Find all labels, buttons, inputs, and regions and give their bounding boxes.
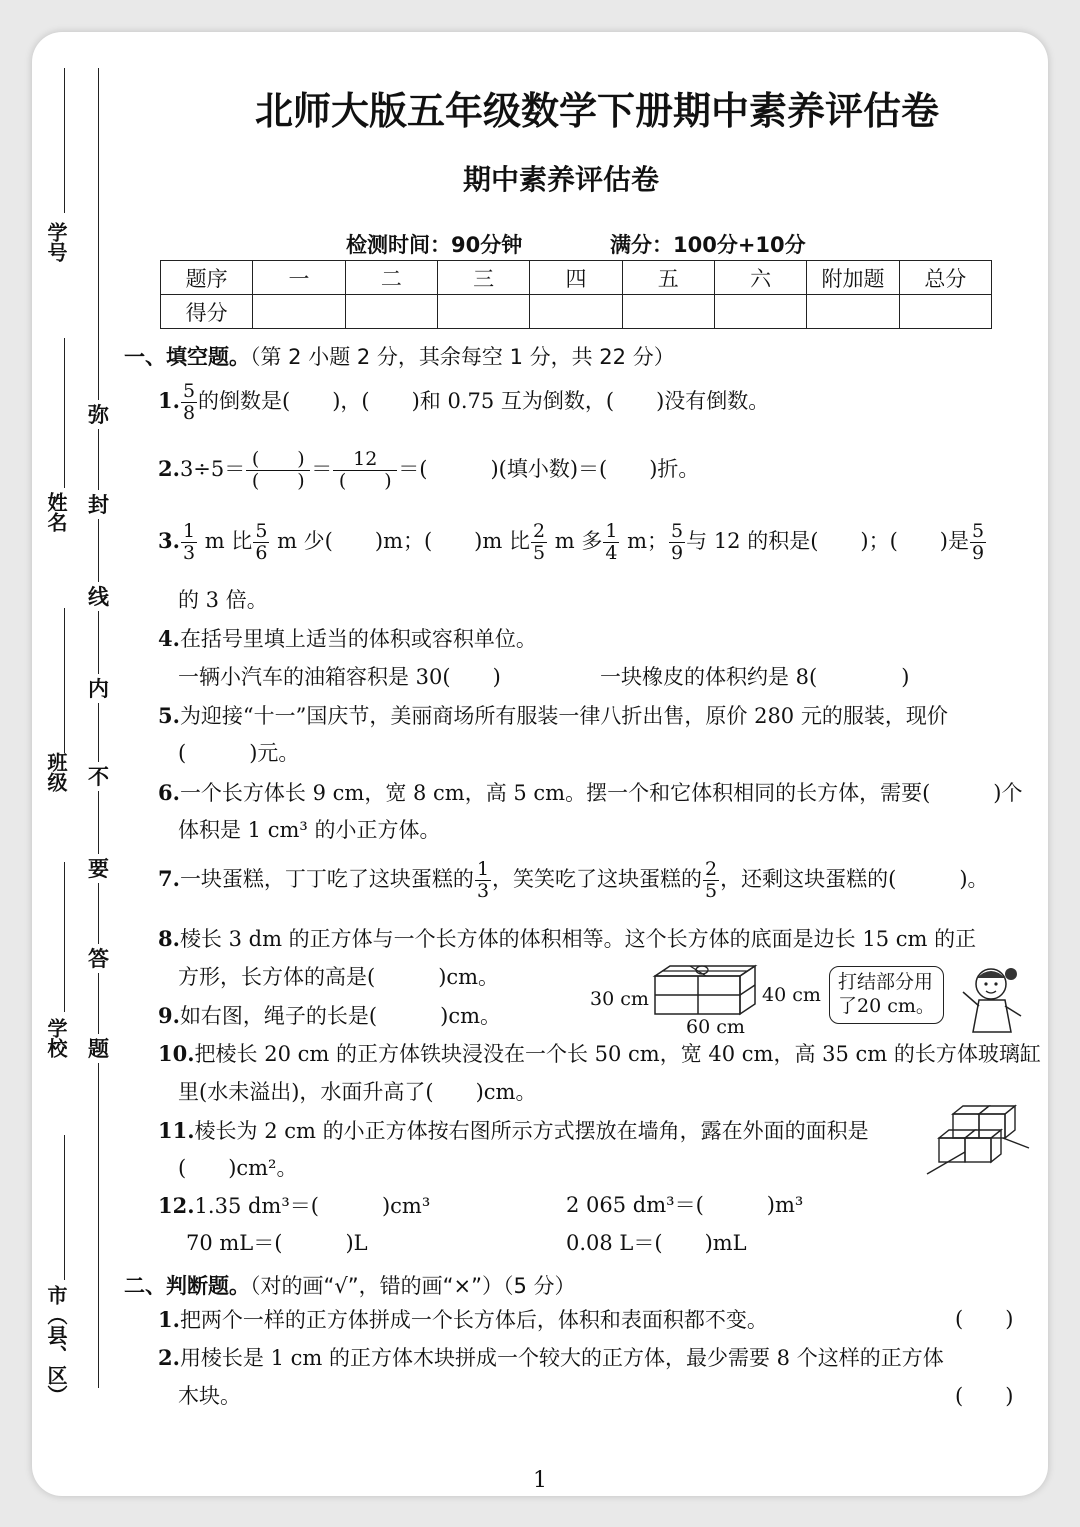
- question-1-5-line2: ( )元。: [178, 741, 300, 765]
- question-text: m 比: [204, 529, 253, 553]
- question-text: 把棱长 20 cm 的正方体铁块浸没在一个长 50 cm，宽 40 cm，高 35 cm 的长方体玻璃缸: [194, 1042, 1041, 1066]
- question-number: 1.: [158, 388, 180, 413]
- section-2-note: （对的画“√”，错的画“×”）（5 分）: [250, 1274, 576, 1298]
- denominator: 4: [605, 542, 618, 564]
- question-number: 1.: [158, 1307, 180, 1332]
- fraction: [475, 860, 491, 901]
- girl-figure-icon: [955, 962, 1031, 1034]
- denominator: 8: [182, 402, 196, 424]
- fraction: [970, 522, 986, 563]
- question-text: 棱长为 2 cm 的小正方体按右图所示方式摆放在墙角，露在外面的面积是: [194, 1119, 869, 1143]
- score-cell[interactable]: [807, 295, 899, 329]
- exam-duration: 检测时间：90分钟: [346, 233, 523, 257]
- section-2-heading: [124, 1270, 576, 1300]
- fraction: [531, 522, 547, 563]
- denominator: 6: [255, 542, 268, 564]
- question-1-4-b: 一块橡皮的体积约是 8( ): [600, 665, 910, 689]
- blank-fraction[interactable]: $\frac{12}{( )}$: [333, 450, 397, 491]
- question-text: 1.35 dm³＝( )cm³: [194, 1194, 431, 1218]
- question-1-2: [158, 450, 699, 491]
- judge-question-2: [158, 1347, 944, 1369]
- denominator: 3: [476, 880, 490, 902]
- question-number: 5.: [158, 703, 180, 728]
- fraction: [253, 522, 269, 563]
- score-table-header-cell: 三: [437, 261, 529, 295]
- question-number: 12.: [158, 1193, 195, 1218]
- question-1-6-line2: 体积是 1 cm³ 的小正方体。: [178, 818, 441, 842]
- question-number: 4.: [158, 626, 180, 651]
- question-1-10: [158, 1043, 1041, 1065]
- score-cell[interactable]: [345, 295, 437, 329]
- question-1-1: [158, 382, 769, 423]
- denominator: 9: [971, 542, 985, 564]
- blank-fraction[interactable]: $\frac{( )}{( )}$: [246, 450, 310, 491]
- numerator: 2: [705, 858, 718, 880]
- question-text: m 少( )m；( )m 比: [277, 529, 530, 553]
- seal-char: 封: [88, 492, 109, 517]
- question-1-12-a: [158, 1195, 430, 1217]
- question-text: 在括号里填上适当的体积或容积单位。: [179, 627, 537, 651]
- score-table: [160, 260, 992, 329]
- numerator: 2: [532, 520, 546, 542]
- question-text: 把两个一样的正方体拼成一个长方体后，体积和表面积都不变。: [179, 1308, 768, 1332]
- score-table-header-cell: 六: [714, 261, 806, 295]
- question-1-11-line2: ( )cm²。: [178, 1156, 298, 1180]
- field-line: [64, 68, 65, 213]
- question-1-7: [158, 860, 989, 901]
- field-line: [64, 338, 65, 488]
- answer-bracket[interactable]: ( ): [955, 1384, 1014, 1408]
- question-text: m；: [627, 529, 669, 553]
- question-1-12-c: 70 mL＝( )L: [186, 1231, 368, 1255]
- student-id-label: 学号: [44, 222, 68, 262]
- seal-char: 线: [88, 584, 109, 609]
- numerator: 12: [333, 450, 397, 471]
- fraction: [703, 860, 719, 901]
- denominator: 5: [532, 542, 546, 564]
- seal-char: 答: [88, 946, 109, 971]
- name-label: 姓名: [44, 492, 68, 532]
- page-number: 1: [533, 1468, 547, 1493]
- section-2-title: 二、判断题。: [124, 1274, 250, 1298]
- question-text: 用棱长是 1 cm 的正方体木块拼成一个较大的正方体，最少需要 8 个这样的正方体: [179, 1346, 944, 1370]
- seal-char: 内: [88, 676, 109, 701]
- score-table-header-row: [161, 261, 992, 295]
- score-table-header-cell: 题序: [161, 261, 253, 295]
- question-number: 3.: [158, 528, 180, 553]
- score-cell[interactable]: [899, 295, 991, 329]
- judge-question-2-line2: 木块。: [178, 1384, 241, 1408]
- stacked-cubes-figure: [925, 1090, 1031, 1176]
- fraction: [603, 522, 619, 563]
- question-text: 一个长方体长 9 cm，宽 8 cm，高 5 cm。摆一个和它体积相同的长方体，需要( )个: [179, 781, 1023, 805]
- question-text: 与 12 的积是( )；( )是: [686, 529, 969, 553]
- field-line: [64, 608, 65, 753]
- question-1-11: [158, 1120, 869, 1142]
- score-cell[interactable]: [437, 295, 529, 329]
- question-number: 2.: [158, 1345, 180, 1370]
- score-cell[interactable]: [530, 295, 622, 329]
- question-1-4-a: 一辆小汽车的油箱容积是 30( ): [178, 665, 501, 689]
- question-text: 一块蛋糕，丁丁吃了这块蛋糕的: [179, 867, 474, 891]
- question-text: 3÷5＝: [179, 457, 246, 481]
- question-1-3: [158, 522, 987, 563]
- question-text: m 多: [554, 529, 603, 553]
- speech-bubble-line: 打结部分用: [838, 971, 934, 993]
- question-1-8-line2: 方形，长方体的高是( )cm。: [178, 965, 500, 989]
- score-table-header-cell: 总分: [899, 261, 991, 295]
- judge-question-1: [158, 1309, 768, 1331]
- question-number: 11.: [158, 1118, 195, 1143]
- denominator: 3: [182, 542, 196, 564]
- question-number: 10.: [158, 1041, 195, 1066]
- question-number: 8.: [158, 926, 180, 951]
- question-1-4: [158, 628, 537, 650]
- question-text: ，还剩这块蛋糕的( )。: [720, 867, 989, 891]
- score-table-header-cell: 四: [530, 261, 622, 295]
- score-cell[interactable]: [714, 295, 806, 329]
- score-row-label: 得分: [161, 295, 253, 329]
- numerator: 5: [255, 520, 268, 542]
- score-table-header-cell: 五: [622, 261, 714, 295]
- section-1-title: 一、填空题。: [124, 345, 250, 369]
- fraction: [669, 522, 685, 563]
- question-text: ＝( )(填小数)＝( )折。: [398, 457, 700, 481]
- question-text: ，笑笑吃了这块蛋糕的: [492, 867, 703, 891]
- score-table-header-cell: 二: [345, 261, 437, 295]
- question-1-10-line2: 里(水未溢出)，水面升高了( )cm。: [178, 1080, 537, 1104]
- denominator: 5: [705, 880, 718, 902]
- answer-bracket[interactable]: ( ): [955, 1307, 1014, 1331]
- question-number: 6.: [158, 780, 180, 805]
- seal-char: 要: [88, 856, 109, 881]
- field-line: [64, 862, 65, 1012]
- question-1-6: [158, 782, 1022, 804]
- score-table-row: [161, 295, 992, 329]
- class-label: 班级: [44, 752, 68, 792]
- fraction: [181, 522, 197, 563]
- question-1-3-line2: 的 3 倍。: [178, 588, 268, 612]
- field-line: [64, 1135, 65, 1280]
- seal-char: 题: [88, 1036, 109, 1061]
- seal-char: 弥: [88, 402, 109, 427]
- question-text: 如右图，绳子的长是( )cm。: [179, 1004, 501, 1028]
- box-length-label: 30 cm: [590, 988, 649, 1010]
- numerator: 1: [182, 520, 196, 542]
- equals-sign: ＝: [311, 457, 333, 481]
- speech-bubble: [829, 966, 944, 1024]
- page-title: 北师大版五年级数学下册期中素养评估卷: [255, 89, 940, 133]
- box-depth-label: 60 cm: [686, 1016, 745, 1038]
- score-table-header-cell: 附加题: [807, 261, 899, 295]
- page-subtitle: 期中素养评估卷: [463, 163, 660, 196]
- question-1-8: [158, 928, 976, 950]
- numerator: 1: [605, 520, 618, 542]
- question-text: 的倒数是( )，( )和 0.75 互为倒数，( )没有倒数。: [198, 389, 770, 413]
- numerator: 1: [476, 858, 490, 880]
- question-number: 7.: [158, 866, 180, 891]
- question-text: 为迎接“十一”国庆节，美丽商场所有服装一律八折出售，原价 280 元的服装，现价: [179, 704, 948, 728]
- city-label: 市（县、区）: [44, 1285, 68, 1405]
- score-table-header-cell: 一: [253, 261, 345, 295]
- section-1-note: （第 2 小题 2 分，其余每空 1 分，共 22 分）: [250, 345, 675, 369]
- question-text: 棱长 3 dm 的正方体与一个长方体的体积相等。这个长方体的底面是边长 15 cm 的正: [179, 927, 977, 951]
- numerator: 5: [971, 520, 985, 542]
- seal-char: 不: [88, 764, 109, 789]
- question-1-9: [158, 1005, 501, 1027]
- score-cell[interactable]: [253, 295, 345, 329]
- question-1-12-b: 2 065 dm³＝( )m³: [566, 1193, 804, 1217]
- tied-box-figure: [650, 962, 760, 1018]
- fraction: [181, 382, 197, 423]
- question-1-12-d: 0.08 L＝( )mL: [566, 1231, 747, 1255]
- full-score: 满分：100分+10分: [610, 233, 806, 257]
- speech-bubble-line: 了20 cm。: [838, 994, 935, 1017]
- question-1-5: [158, 705, 948, 727]
- question-number: 2.: [158, 456, 180, 481]
- school-label: 学校: [44, 1018, 68, 1058]
- question-number: 9.: [158, 1003, 180, 1028]
- numerator: 5: [671, 520, 684, 542]
- numerator: 5: [182, 380, 196, 402]
- seal-line: [98, 68, 99, 1388]
- denominator: 9: [671, 542, 684, 564]
- box-width-label: 40 cm: [762, 984, 821, 1006]
- section-1-heading: [124, 341, 675, 371]
- score-cell[interactable]: [622, 295, 714, 329]
